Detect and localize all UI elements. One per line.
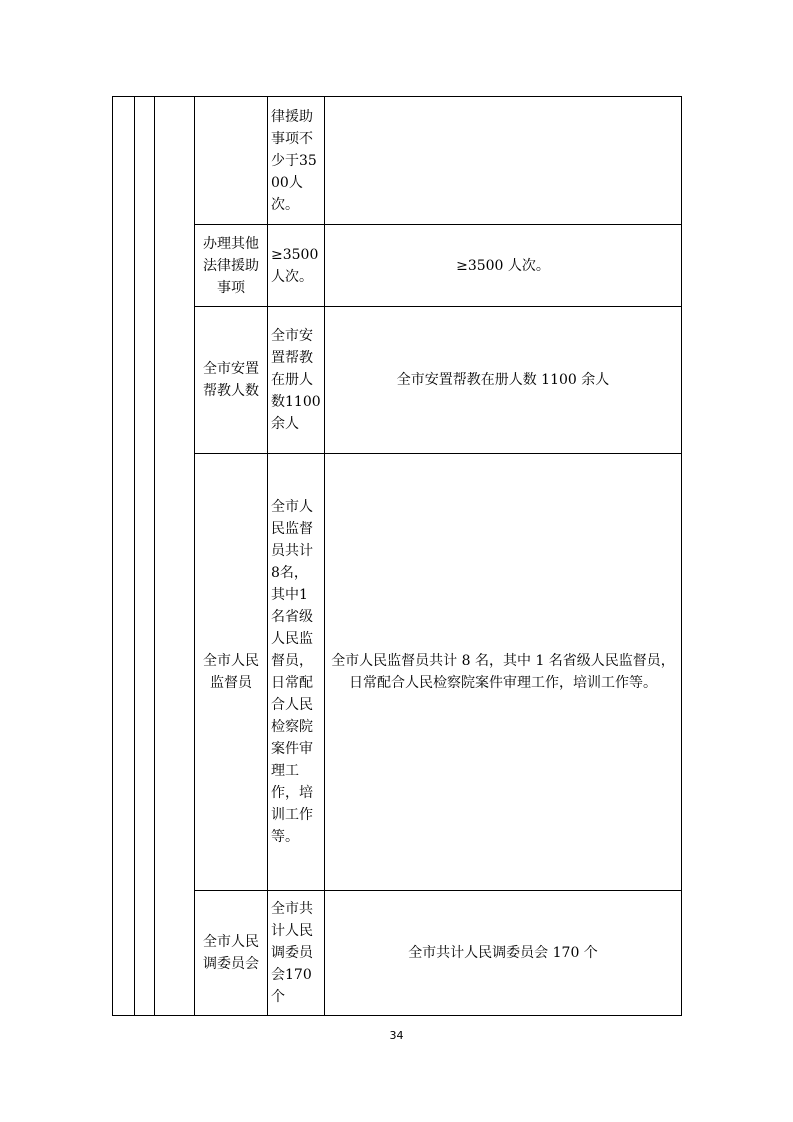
description-cell: 全市共计人民调委员会 170 个 xyxy=(325,891,682,1016)
item-cell: 办理其他法律援助事项 xyxy=(195,225,268,307)
description-cell: 全市安置帮教在册人数 1100 余人 xyxy=(325,307,682,454)
description-cell: 全市人民监督员共计 8 名，其中 1 名省级人民监督员，日常配合人民检察院案件审理工作，培训工作等。 xyxy=(325,454,682,891)
page-number: 34 xyxy=(389,1029,404,1042)
value-cell: 律援助事项不少于3500人次。 xyxy=(268,97,325,225)
item-cell: 全市安置帮教人数 xyxy=(195,307,268,454)
data-table xyxy=(112,96,682,1016)
value-cell: 全市共计人民调委员会170个 xyxy=(268,891,325,1016)
item-cell: 全市人民调委员会 xyxy=(195,891,268,1016)
blank-column-1 xyxy=(113,97,135,1016)
item-cell: 全市人民监督员 xyxy=(195,454,268,891)
table-row xyxy=(113,891,682,1016)
value-cell: ≥3500人次。 xyxy=(268,225,325,307)
value-cell: 全市安置帮教在册人数1100余人 xyxy=(268,307,325,454)
table-row xyxy=(113,97,682,225)
blank-column-3 xyxy=(155,97,195,1016)
value-cell: 全市人民监督员共计8名，其中1名省级人民监督员，日常配合人民检察院案件审理工作，培训工作等。 xyxy=(268,454,325,891)
blank-column-2 xyxy=(135,97,155,1016)
description-cell xyxy=(325,97,682,225)
table-row xyxy=(113,225,682,307)
table-row xyxy=(113,454,682,891)
item-cell xyxy=(195,97,268,225)
description-cell: ≥3500 人次。 xyxy=(325,225,682,307)
table-row xyxy=(113,307,682,454)
